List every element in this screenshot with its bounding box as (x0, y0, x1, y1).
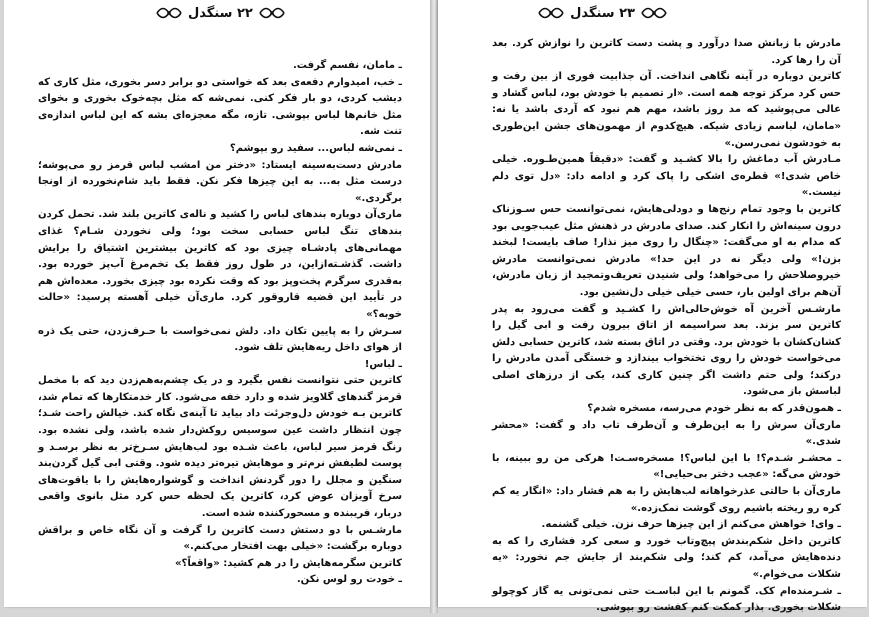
left-page (4, 0, 430, 607)
paragraph: ـ وای! خواهش می‌کنم از این چیزها حرف نزن. خیلی گشنمه. (541, 519, 841, 531)
ornament-icon (538, 6, 564, 20)
paragraph: ـ خودت رو لوس نکن. (296, 574, 402, 586)
right-page (438, 0, 867, 614)
paragraph: مارشـس با دو دستش دست کاترین را گرفت و آن نگاه خاص و براقش دوباره برگشت: «خیلی بهت افتخار می‌کنم.» (38, 524, 402, 553)
paragraph: سـرش را به پایین تکان داد. دلش نمی‌خواست با حـرف‌زدن، حتی یک ذره از هوای داخل ریه‌هایش تلف شود. (38, 325, 402, 354)
paragraph: ـ همون‌قدر که به نظر خودم می‌رسه، مسخره شدم؟ (587, 403, 841, 415)
paragraph: ـ محشـر شـدم؟! با این لباس؟! مسخره‌سـت! هرکی من رو ببینه، با خودش می‌گه: «عجب دختر بی‌حیایی!» (492, 452, 841, 481)
paragraph: مادرش دست‌به‌سینه ایستاد: «دختر من امشب لباس قرمز رو می‌پوشه؛ درست مثل به... به این چیزها فکر نکن. فقط باید شام‌نخورده از اونجا برگردی.» (38, 159, 402, 204)
right-page-running-head: ۲۳ سنگدل (570, 5, 635, 21)
paragraph: کاترین حتی نتوانست نفس بگیرد و در یک چشم‌به‌هم‌زدن دید که با مخمل قرمز گندهای گلاویز شده و دارد خفه می‌شود. کار خدمتکارها که تمام شد، کاترین بـه خودش دل‌وجرئت داد بیاید تا آینه‌ی نگاه کند. خیالش راحت شـد؛ چون انتظار داشت عین سوسیس روکش‌دار شده باشد، ولی نشده بود. رنگ قرمز سیر لباس، باعث شـده بود لب‌هایش سـرخ‌تر به نظر برسـد و پوست لطیفش نرم‌تر و موهایش تیره‌تر دیده شود. وقتی ابی گیل گردن‌بند سنگین و مجلل را دور گردنش انداخت و گوشواره‌هایش را با یاقوت‌های سرخ آویزان عوض کرد، کاترین یک لحظه حس کرد مثل بانوی واقعی دربار، فریبنده و مسحورکننده شده است. (38, 375, 402, 520)
paragraph: ـ مامان، نفسم گرفت. (292, 60, 402, 71)
paragraph: کاترین با وجود تمام رنج‌ها و دودلی‌هایش، نمی‌توانست حس سـوزناک درون سینه‌اش را انکار کند. صدای مادرش در ذهنش مثل عیب‌جویی بود که مدام به او می‌گفت: «چنگال را روی میز نذار! صاف بایست! لبخند بزن!» ولی دیگر نه در این حد!» مادرش نمی‌توانست مادرش خیرو‌صلاحش را می‌خواهد؛ ولی شنیدن تعریف‌وتمجید از زبان مادرش، آن‌هم برای اولین بار، حسی خیلی خیلی دل‌نشین بود. (492, 203, 841, 298)
paragraph: ماری‌آن دوباره بندهای لباس را کشید و ناله‌ی کاترین بلند شد. تحمل کردن بندهای تنگ لباس حسابی سخت بود؛ ولی نخوردن شـام؟ غذای مهمانی‌های پادشـاه چیزی بود که کاترین بیشترین اشتیاق را برایش داشت. گذشـته‌ازاین، در طول روز فقط یک تخم‌مرغ آب‌پز خورده بود. به‌قدری سرگرم پخت‌وپز بود که وقت نکرده بود چیزی بخورد. معده‌اش هم در تأیید این قضیه قاروقور کرد. ماری‌آن خیلی آهسته پرسید: «حالت خوبه؟» (38, 209, 402, 320)
paragraph: ـ شـرمنده‌ام کک. گمونم با این لباسـت حتی نمی‌تونی یه گاز کوچولو شکلات بخوری. بذار کمکت کنم کفشت رو بپوشی. (492, 585, 841, 614)
paragraph: کاترین سگرمه‌هایش را در هم کشید: «واقعاً؟» (174, 557, 402, 569)
ornament-icon (259, 6, 285, 20)
right-page-header (538, 2, 667, 24)
paragraph: ـ خب، امیدوارم دفعه‌ی بعد که خواستی دو برابر دسر بخوری، مثل کاری که دیشب کردی، دو بار فکر کنی. نمی‌شه که مثل بچه‌خوک بخوری و بخوای مثل خانم‌ها لباس بپوشی. تازه، مگه معجزه‌ای بشه که این لباس اندازه‌ی تنت شه. (38, 76, 402, 138)
paragraph: کاترین داخل شکم‌بندش پیچ‌وتاب خورد و سعی کرد فشاری را که به دنده‌هایش می‌آمد، کم کند؛ ولی شکم‌بند از جایش جم نخورد: «یه شکلات می‌خوام.» (492, 535, 841, 580)
paragraph: مارشـس آخرین آه خوش‌حالی‌اش را کشـید و گفت می‌رود به پدر کاترین سر بزند. بعد سراسیمه از اتاق بیرون رفت و ابی گیل را کشان‌کشان با خودش برد. وقتی در اتاق بسته شد، کاترین حسابی دلش می‌خواست خودش را روی تختخواب بیندازد و خستگی آمدن مادرش را درکند؛ ولی حتم داشت اگر چنین کاری کند، یکی از درزهای اصلی لباسش باز می‌شود. (492, 303, 841, 398)
left-page-header (156, 2, 285, 24)
paragraph: کاترین دوباره در آینه نگاهی انداخت. آن جذابیت فوری از بین رفت و حس کرد مرکز توجه همه است. «ار تصمیم با خودش بود، لباس گشاد و عالی می‌پوشید که مد روز باشد، مهم هم نبود که آردی باشد یا نه: «مامان، لباسم زیادی شیکه. هیچ‌کدوم از مهمون‌های جشن این‌طوری به خودشون نمی‌رسن.» (492, 71, 841, 149)
paragraph: ماری‌آن سرش را به این‌طرف و آن‌طرف تاب داد و گفت: «محشر شدی.» (492, 419, 841, 448)
paragraph: مادرش با زبانش صدا درآورد و پشت دست کاترین را نوازش کرد. بعد آن را رها کرد. (492, 38, 841, 66)
paragraph: ماری‌آن با حالتی عذرخواهانه لب‌هایش را به هم فشار داد: «انگار یه کم کره رو ریخته باشیم روی گوشت نمک‌زده.» (492, 486, 841, 514)
book-gutter (430, 0, 438, 613)
ornament-icon (641, 6, 667, 20)
paragraph: مـادرش آب دماغش را بالا کشـید و گفت: «دقیقاً همین‌طـوره. خیلی خاص شدی!» قطره‌ی اشکی را پاک کرد و ادامه داد: «دل توی دلم نیست.» (492, 154, 841, 199)
paragraph: ـ لباس! (364, 358, 402, 370)
right-page-body (492, 36, 841, 617)
left-page-running-head: ۲۲ سنگدل (188, 5, 253, 21)
paragraph: ـ نمی‌شه لباس... سفید رو بپوشم؟ (229, 142, 402, 154)
left-page-body (38, 58, 402, 589)
ornament-icon (156, 6, 182, 20)
